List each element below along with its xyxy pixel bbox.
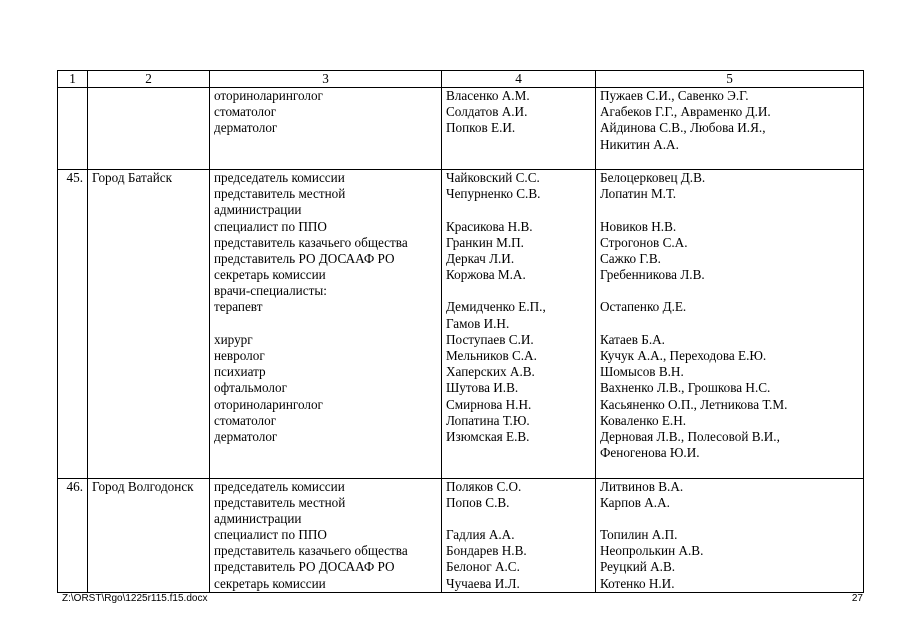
role-line: оториноларинголог [214, 88, 323, 103]
role-line: секретарь комиссии [214, 575, 326, 591]
member-line: Поступаев С.И. [446, 331, 534, 347]
role-line [214, 445, 437, 461]
table-row [58, 169, 864, 478]
reserve-member-line [600, 316, 859, 332]
member-cell [442, 478, 596, 592]
member-line: Смирнова Н.Н. [446, 396, 532, 412]
member-line [446, 461, 591, 477]
role-cell [210, 478, 442, 592]
member-line: Шутова И.В. [446, 380, 519, 396]
member-line: Чайковский С.С. [446, 169, 540, 185]
reserve-member-line: Гребенникова Л.В. [600, 267, 705, 283]
member-line [446, 283, 591, 299]
role-line: представитель местной [214, 186, 346, 202]
reserve-member-line: Топилин А.П. [600, 527, 678, 543]
role-line: специалист по ППО [214, 527, 327, 543]
member-line: Попов С.В. [446, 494, 510, 510]
member-line [446, 153, 591, 169]
reserve-member-line: Агабеков Г.Г., Авраменко Д.И. [600, 104, 771, 120]
reserve-member-line: Касьяненко О.П., Летникова Т.М. [600, 396, 788, 412]
member-line: Чепурненко С.В. [446, 186, 541, 202]
member-line: Изюмская Е.В. [446, 428, 530, 444]
role-line: офтальмолог [214, 380, 287, 396]
member-line: Деркач Л.И. [446, 250, 515, 266]
role-line: представитель местной [214, 494, 346, 510]
reserve-member-cell [596, 478, 864, 592]
member-line: Хаперских А.В. [446, 364, 535, 380]
reserve-member-line [600, 202, 859, 218]
role-line: невролог [214, 348, 265, 363]
reserve-member-line [600, 461, 859, 477]
role-cell [210, 88, 442, 170]
row-number: 45. [58, 169, 88, 478]
member-cell [442, 88, 596, 170]
member-line: Красикова Н.В. [446, 218, 533, 234]
role-line: хирург [214, 331, 253, 347]
table-row [58, 88, 864, 170]
role-line: стоматолог [214, 412, 277, 428]
member-line: Коржова М.А. [446, 267, 526, 283]
header-cell-3: 3 [210, 71, 442, 88]
reserve-member-line [600, 283, 859, 299]
reserve-member-line: Никитин А.А. [600, 136, 679, 152]
reserve-member-line: Феногенова Ю.И. [600, 445, 700, 461]
reserve-member-line: Шомысов В.Н. [600, 364, 684, 380]
row-number [58, 88, 88, 170]
member-line: Гамов И.Н. [446, 315, 510, 331]
city-name: Город Батайск [88, 169, 210, 478]
reserve-member-line: Литвинов В.А. [600, 478, 684, 494]
role-line: представитель РО ДОСААФ РО [214, 559, 395, 575]
member-line [446, 202, 591, 218]
role-line: дерматолог [214, 120, 278, 136]
header-cell-2: 2 [88, 71, 210, 88]
reserve-member-line [600, 153, 859, 169]
role-line: председатель комиссии [214, 169, 345, 185]
member-line: Демидченко Е.П., [446, 299, 546, 315]
role-line: оториноларинголог [214, 396, 323, 412]
member-line: Власенко А.М. [446, 88, 530, 103]
reserve-member-line: Дерновая Л.В., Полесовой В.И., [600, 428, 780, 444]
member-line: Чучаева И.Л. [446, 575, 520, 591]
role-line: терапевт [214, 299, 263, 315]
reserve-member-line: Кучук А.А., Переходова Е.Ю. [600, 348, 767, 363]
role-line: психиатр [214, 364, 266, 380]
reserve-member-line: Пужаев С.И., Савенко Э.Г. [600, 88, 749, 103]
role-line: врачи-специалисты: [214, 283, 327, 299]
reserve-member-line: Белоцерковец Д.В. [600, 169, 706, 185]
reserve-member-line: Айдинова С.В., Любова И.Я., [600, 120, 766, 136]
member-line: Мельников С.А. [446, 348, 537, 363]
role-line: дерматолог [214, 428, 278, 444]
member-line [446, 511, 591, 527]
header-cell-4: 4 [442, 71, 596, 88]
role-line: представитель казачьего общества [214, 543, 408, 559]
role-line [214, 461, 437, 477]
role-line [214, 137, 437, 153]
member-line: Гранкин М.П. [446, 234, 524, 250]
member-line: Поляков С.О. [446, 478, 522, 494]
member-line [446, 445, 591, 461]
member-line [446, 137, 591, 153]
member-line: Солдатов А.И. [446, 104, 528, 120]
reserve-member-line: Реуцкий А.В. [600, 559, 676, 575]
reserve-member-line: Карпов А.А. [600, 494, 670, 510]
city-name: Город Волгодонск [88, 478, 210, 592]
header-cell-1: 1 [58, 71, 88, 88]
role-line [214, 316, 437, 332]
reserve-member-line: Сажко Г.В. [600, 250, 661, 266]
role-line: представитель казачьего общества [214, 234, 408, 250]
city-name [88, 88, 210, 170]
reserve-member-cell [596, 88, 864, 170]
reserve-member-line: Котенко Н.И. [600, 575, 675, 591]
reserve-member-line: Строгонов С.А. [600, 234, 688, 250]
role-line: председатель комиссии [214, 478, 345, 494]
commission-table [57, 70, 864, 593]
reserve-member-line: Лопатин М.Т. [600, 186, 677, 202]
header-cell-5: 5 [596, 71, 864, 88]
member-line: Гадлия А.А. [446, 527, 515, 543]
reserve-member-line: Вахненко Л.В., Грошкова Н.С. [600, 380, 771, 396]
reserve-member-line: Остапенко Д.Е. [600, 299, 687, 315]
role-line: стоматолог [214, 104, 277, 120]
role-line [214, 153, 437, 169]
role-line: представитель РО ДОСААФ РО [214, 250, 395, 266]
table-row [58, 478, 864, 592]
reserve-member-line: Катаев Б.А. [600, 331, 665, 347]
role-line: специалист по ППО [214, 218, 327, 234]
header-row [58, 71, 864, 88]
role-line: секретарь комиссии [214, 267, 326, 283]
reserve-member-cell [596, 169, 864, 478]
reserve-member-line: Неопролькин А.В. [600, 543, 704, 559]
row-number: 46. [58, 478, 88, 592]
member-cell [442, 169, 596, 478]
role-line: администрации [214, 510, 302, 526]
reserve-member-line [600, 511, 859, 527]
reserve-member-line: Новиков Н.В. [600, 218, 677, 234]
member-line: Бондарев Н.В. [446, 543, 527, 559]
member-line: Попков Е.И. [446, 120, 516, 136]
member-line: Белоног А.С. [446, 559, 520, 575]
page-number: 27 [851, 593, 863, 604]
role-cell [210, 169, 442, 478]
role-line: администрации [214, 202, 302, 218]
reserve-member-line: Коваленко Е.Н. [600, 412, 687, 428]
file-path: Z:\ORST\Rgo\1225r115.f15.docx [62, 593, 208, 604]
member-line: Лопатина Т.Ю. [446, 412, 530, 428]
